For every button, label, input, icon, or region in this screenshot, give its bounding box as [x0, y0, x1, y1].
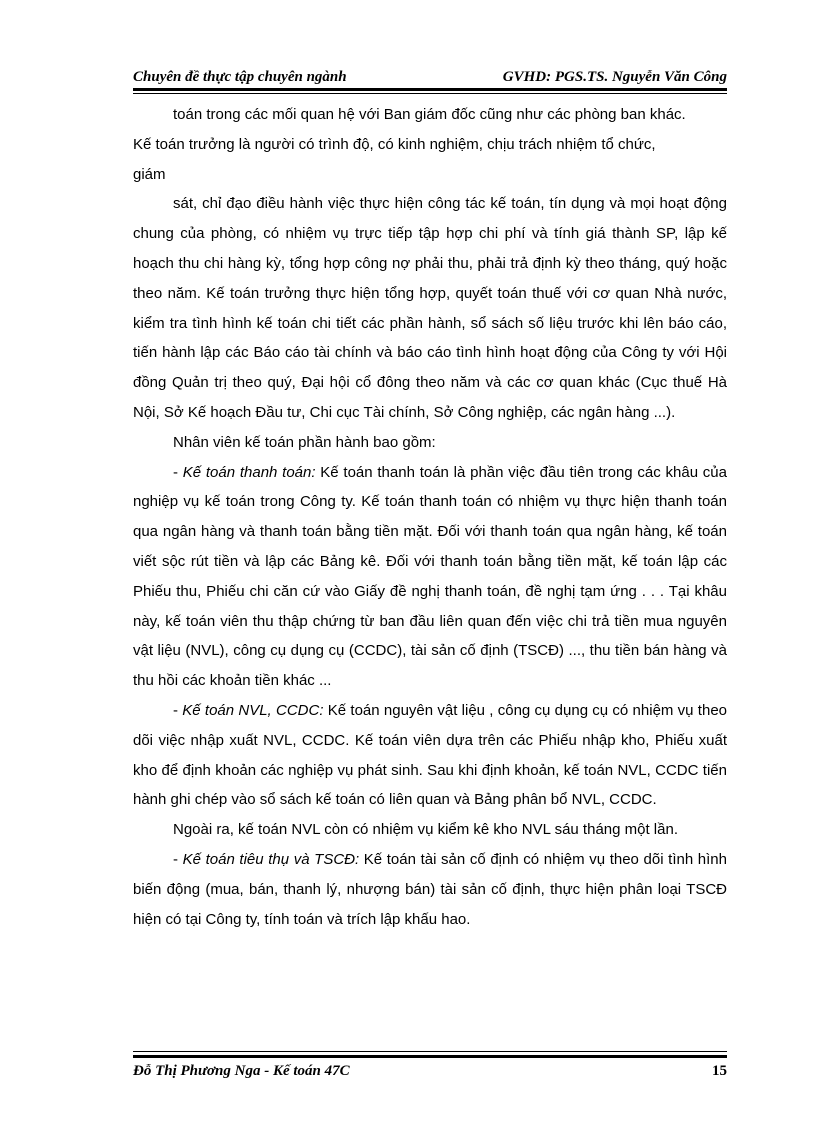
paragraph-2: sát, chỉ đạo điều hành việc thực hiện công tác kế toán, tín dụng và mọi hoạt động chung của phòng, có nhiệm vụ trực tiếp tập hợp chi phí và tính giá thành SP, lập kế hoạch thu chi hàng kỳ, tổng hợp công nợ phải thu, phải trả định kỳ theo tháng, quý hoặc theo năm. Kế toán trưởng thực hiện tổng hợp, quyết toán thuế với cơ quan Nhà nước, kiểm tra tình hình kế toán chi tiết các phần hành, sổ sách số liệu trước khi lên báo cáo, tiến hành lập các Báo cáo tài chính và báo cáo tình hình hoạt động của Công ty với Hội đồng Quản trị theo quý, Đại hội cổ đông theo năm và các cơ quan khác (Cục thuế Hà Nội, Sở Kế hoạch Đầu tư, Chi cục Tài chính, Sở Công nghiệp, các ngân hàng ...). — [133, 195, 727, 421]
header-rule-thin — [133, 93, 727, 94]
page-header — [133, 62, 727, 86]
bullet-dash: - — [173, 850, 183, 868]
section-label-payment: Kế toán thanh toán: — [182, 463, 316, 481]
header-rule-thick — [133, 88, 727, 91]
paragraph-1-line-3: giám — [133, 165, 166, 183]
paragraph-1-line-2: Kế toán trưởng là người có trình độ, có kinh nghiệm, chịu trách nhiệm tổ chức, — [133, 135, 656, 153]
paragraph-6: Ngoài ra, kế toán NVL còn có nhiệm vụ kiểm kê kho NVL sáu tháng một lần. — [173, 821, 678, 839]
footer-rule-thin — [133, 1051, 727, 1052]
bullet-dash: - — [173, 701, 183, 719]
paragraph-payment-accounting — [133, 458, 727, 696]
section-label-fixed-assets: Kế toán tiêu thụ và TSCĐ: — [182, 850, 360, 868]
page-footer — [133, 1063, 727, 1080]
section-text-fixed-assets: Kế toán tài sản cố định có nhiệm vụ theo dõi tình hình biến động (mua, bán, thanh lý, nhượng bán) tài sản cố định, thực hiện phân loại TSCĐ hiện có tại Công ty, tính toán và trích lập khấu hao. — [133, 850, 727, 928]
paragraph-materials-accounting — [133, 696, 727, 815]
paragraph-3: Nhân viên kế toán phần hành bao gồm: — [173, 433, 436, 451]
footer-author: Đỗ Thị Phương Nga - Kế toán 47C — [133, 1063, 350, 1079]
page-number: 15 — [712, 1063, 727, 1079]
bullet-dash: - — [173, 463, 183, 481]
section-text-materials: Kế toán nguyên vật liệu , công cụ dụng cụ có nhiệm vụ theo dõi việc nhập xuất NVL, CCDC. Kế toán viên dựa trên các Phiếu nhập kho, Phiếu xuất kho để định khoản các nghiệp vụ phát sinh. Sau khi định khoản, kế toán NVL, CCDC tiến hành ghi chép vào sổ sách kế toán có liên quan và Bảng phân bổ NVL, CCDC. — [133, 701, 727, 809]
header-advisor: GVHD: PGS.TS. Nguyễn Văn Công — [502, 69, 727, 85]
paragraph-fixed-assets-accounting — [133, 845, 727, 934]
header-title: Chuyên đề thực tập chuyên ngành — [133, 69, 347, 85]
footer-rule-thick — [133, 1055, 727, 1058]
section-label-materials: Kế toán NVL, CCDC: — [182, 701, 324, 719]
paragraph-1-line-1: toán trong các mối quan hệ với Ban giám đốc cũng như các phòng ban khác. — [173, 106, 686, 123]
section-text-payment: Kế toán thanh toán là phần việc đầu tiên trong các khâu của nghiệp vụ kế toán trong Công ty. Kế toán thanh toán có nhiệm vụ thực hiện thanh toán qua ngân hàng và thanh toán bằng tiền mặt. Đối với thanh toán qua ngân hàng, kế toán viết sộc rút tiền và lập các Bảng kê. Đối với thanh toán bằng tiền mặt, kế toán lập các Phiếu thu, Phiếu chi căn cứ vào Giấy đề nghị thanh toán, đề nghị tạm ứng . . . Tại khâu này, kế toán viên thu thập chứng từ ban đầu liên quan đến việc chi trả tiền mua nguyên vật liệu (NVL), công cụ dụng cụ (CCDC), tài sản cố định (TSCĐ) ..., thu tiền bán hàng và thu hồi các khoản tiền khác ... — [133, 463, 727, 690]
document-body — [133, 100, 727, 934]
